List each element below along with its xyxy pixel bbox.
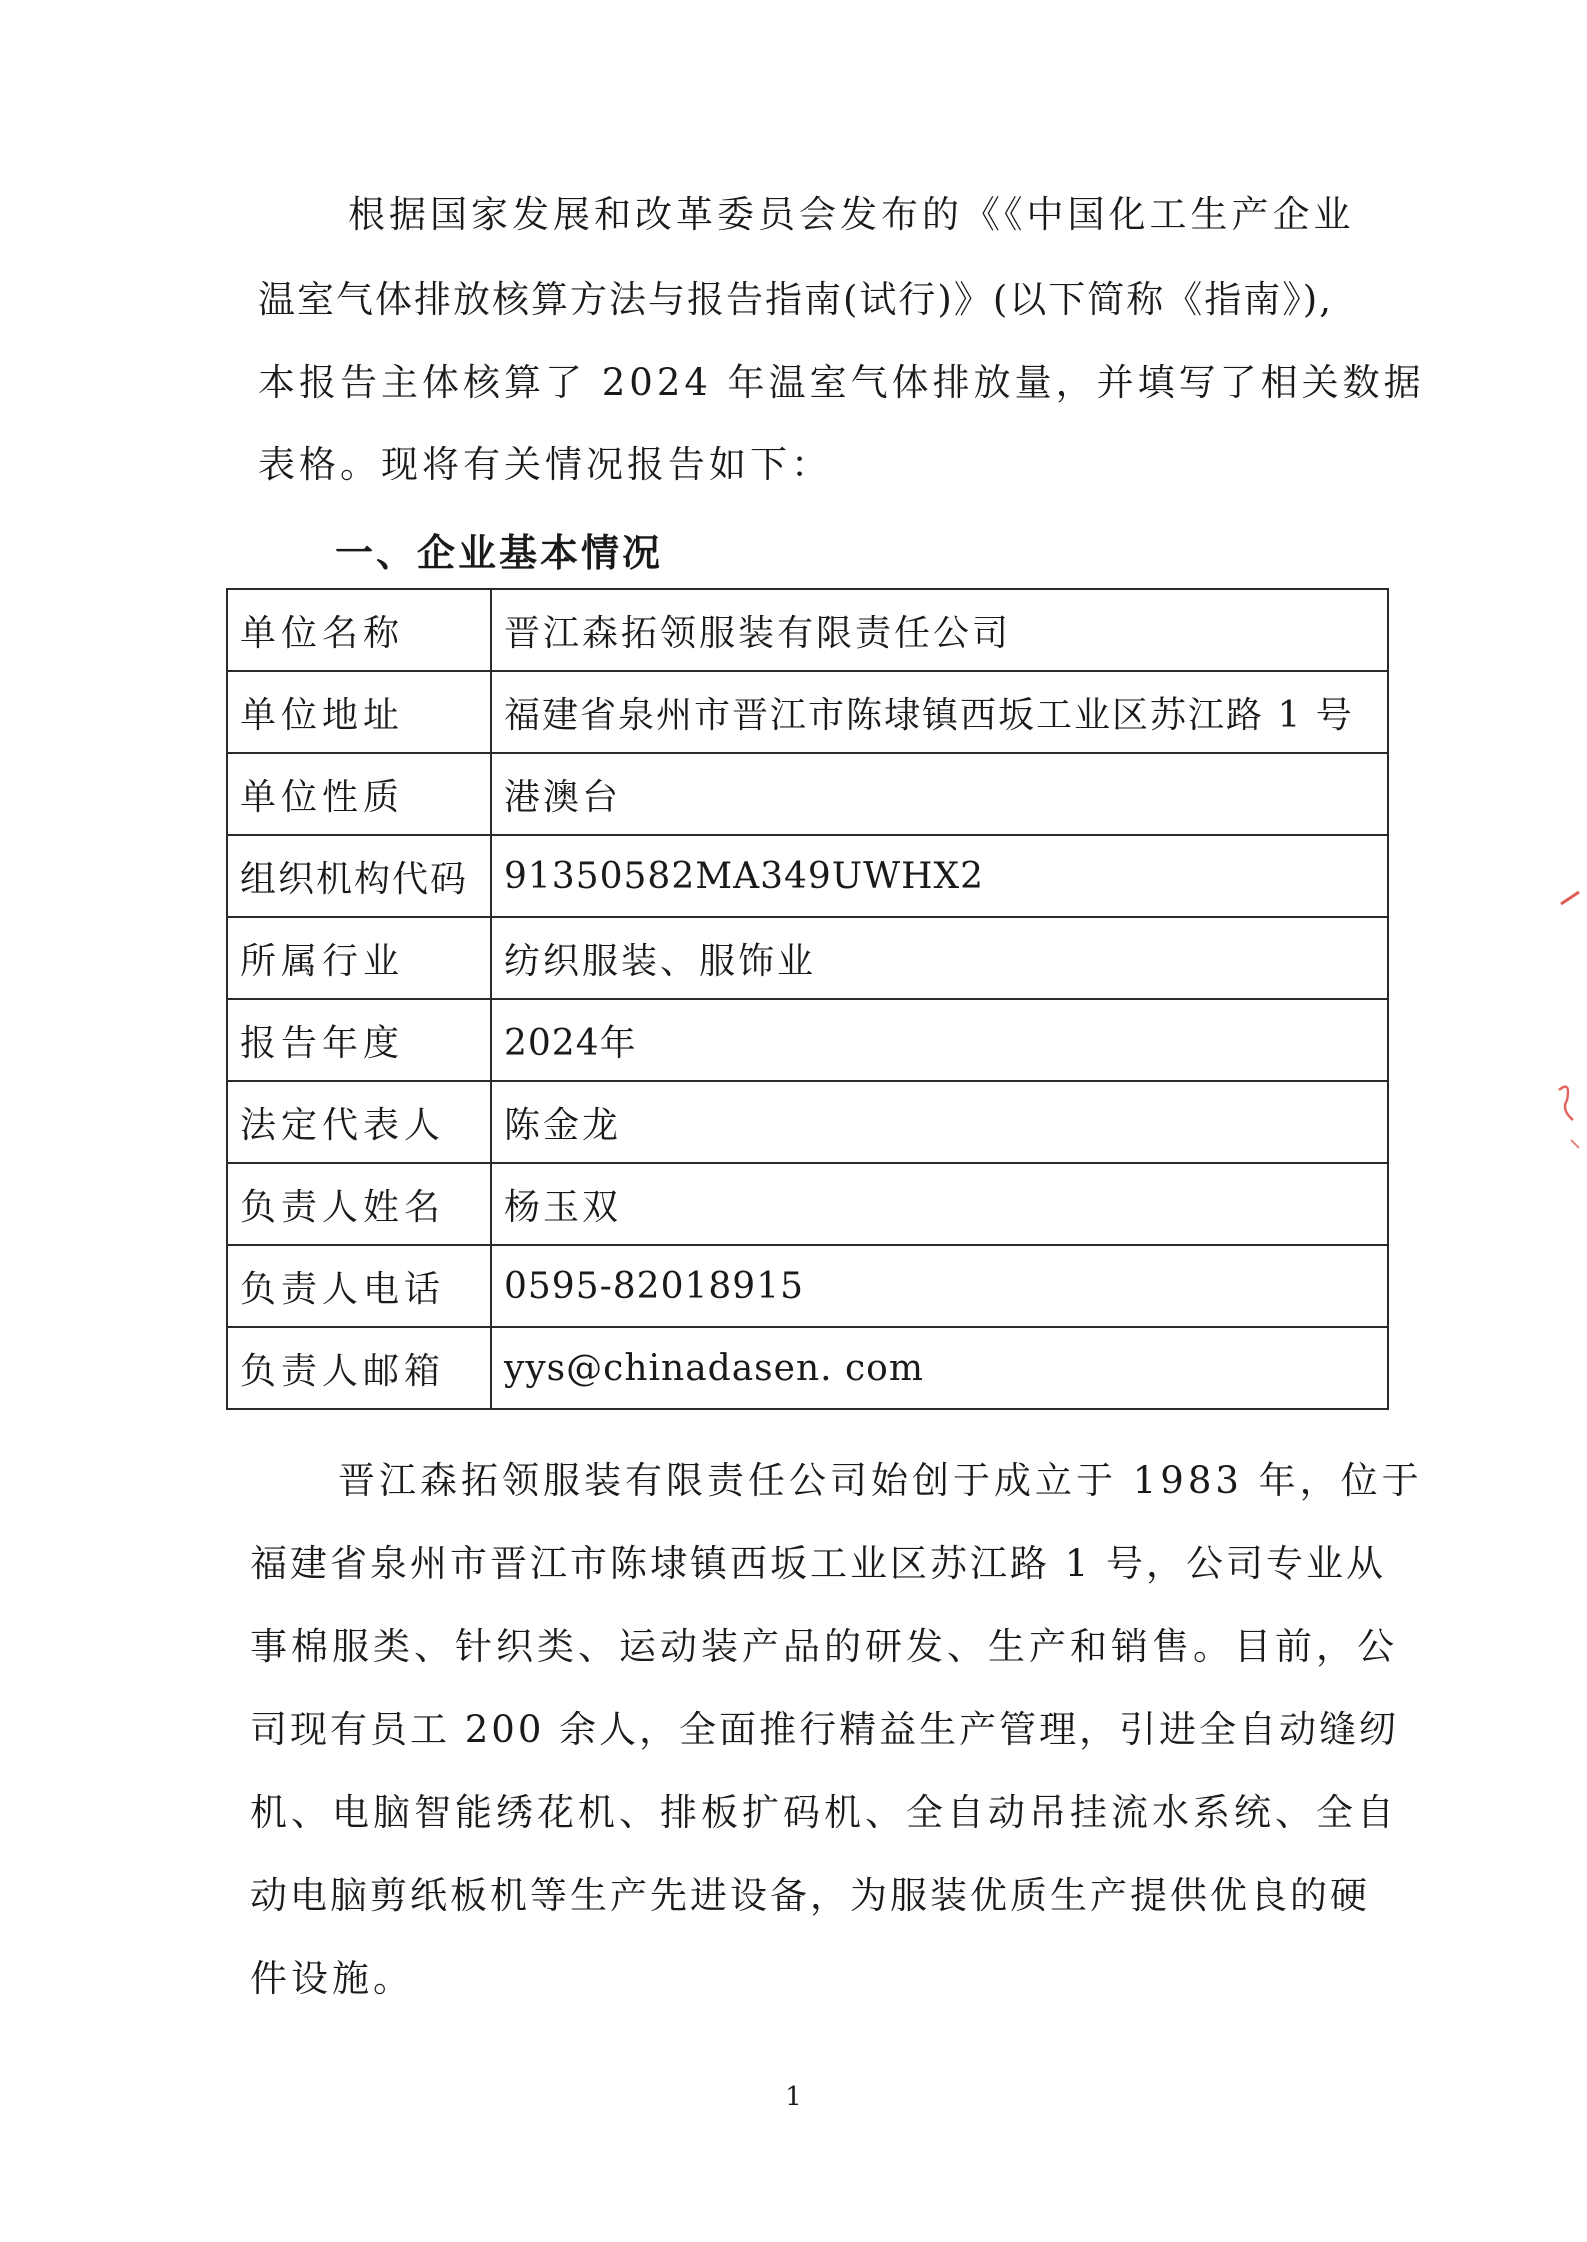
row-label: 单位名称 xyxy=(227,589,491,671)
desc-line-5: 机、电脑智能绣花机、排板扩码机、全自动吊挂流水系统、全自 xyxy=(250,1791,1398,1834)
table-row xyxy=(227,1245,1388,1327)
table-row xyxy=(227,917,1388,999)
row-label: 所属行业 xyxy=(227,917,491,999)
row-label: 单位地址 xyxy=(227,671,491,753)
row-value: 杨玉双 xyxy=(491,1163,1388,1245)
table-row xyxy=(227,1081,1388,1163)
intro-line-1: 根据国家发展和改革委员会发布的《《中国化工生产企业 xyxy=(348,193,1355,236)
row-value: 91350582MA349UWHX2 xyxy=(491,835,1388,917)
row-label: 法定代表人 xyxy=(227,1081,491,1163)
row-label: 负责人邮箱 xyxy=(227,1327,491,1409)
intro-line-2: 温室气体排放核算方法与报告指南(试行)》(以下简称《指南》), xyxy=(258,278,1333,321)
seal-fragment-icon xyxy=(1557,890,1587,1150)
row-value: 陈金龙 xyxy=(491,1081,1388,1163)
table-row xyxy=(227,671,1388,753)
row-value: 0595-82018915 xyxy=(491,1245,1388,1327)
intro-line-3: 本报告主体核算了 2024 年温室气体排放量，并填写了相关数据 xyxy=(258,361,1425,404)
desc-line-3: 事棉服类、针织类、运动装产品的研发、生产和销售。目前，公 xyxy=(250,1625,1398,1668)
page-number: 1 xyxy=(785,2082,802,2112)
desc-line-6: 动电脑剪纸板机等生产先进设备，为服装优质生产提供优良的硬 xyxy=(250,1874,1370,1917)
table-row xyxy=(227,835,1388,917)
row-value: 晋江森拓领服装有限责任公司 xyxy=(491,589,1388,671)
row-value: 2024年 xyxy=(491,999,1388,1081)
row-label: 单位性质 xyxy=(227,753,491,835)
row-label: 报告年度 xyxy=(227,999,491,1081)
intro-line-4: 表格。现将有关情况报告如下： xyxy=(258,443,832,486)
desc-line-4: 司现有员工 200 余人，全面推行精益生产管理，引进全自动缝纫 xyxy=(250,1708,1400,1751)
desc-line-1: 晋江森拓领服装有限责任公司始创于成立于 1983 年，位于 xyxy=(338,1459,1423,1502)
row-value: 纺织服装、服饰业 xyxy=(491,917,1388,999)
desc-line-7: 件设施。 xyxy=(250,1957,414,2000)
section-heading: 一、企业基本情况 xyxy=(335,531,664,575)
table-row xyxy=(227,1163,1388,1245)
company-info-table xyxy=(226,588,1389,1410)
table-row xyxy=(227,589,1388,671)
row-value: 福建省泉州市晋江市陈埭镇西坂工业区苏江路 1 号 xyxy=(491,671,1388,753)
row-label: 负责人电话 xyxy=(227,1245,491,1327)
row-value: yys@chinadasen. com xyxy=(491,1327,1388,1409)
table-row xyxy=(227,999,1388,1081)
row-label: 负责人姓名 xyxy=(227,1163,491,1245)
table-row xyxy=(227,1327,1388,1409)
row-label: 组织机构代码 xyxy=(227,835,491,917)
row-value: 港澳台 xyxy=(491,753,1388,835)
desc-line-2: 福建省泉州市晋江市陈埭镇西坂工业区苏江路 1 号，公司专业从 xyxy=(250,1542,1387,1585)
table-row xyxy=(227,753,1388,835)
